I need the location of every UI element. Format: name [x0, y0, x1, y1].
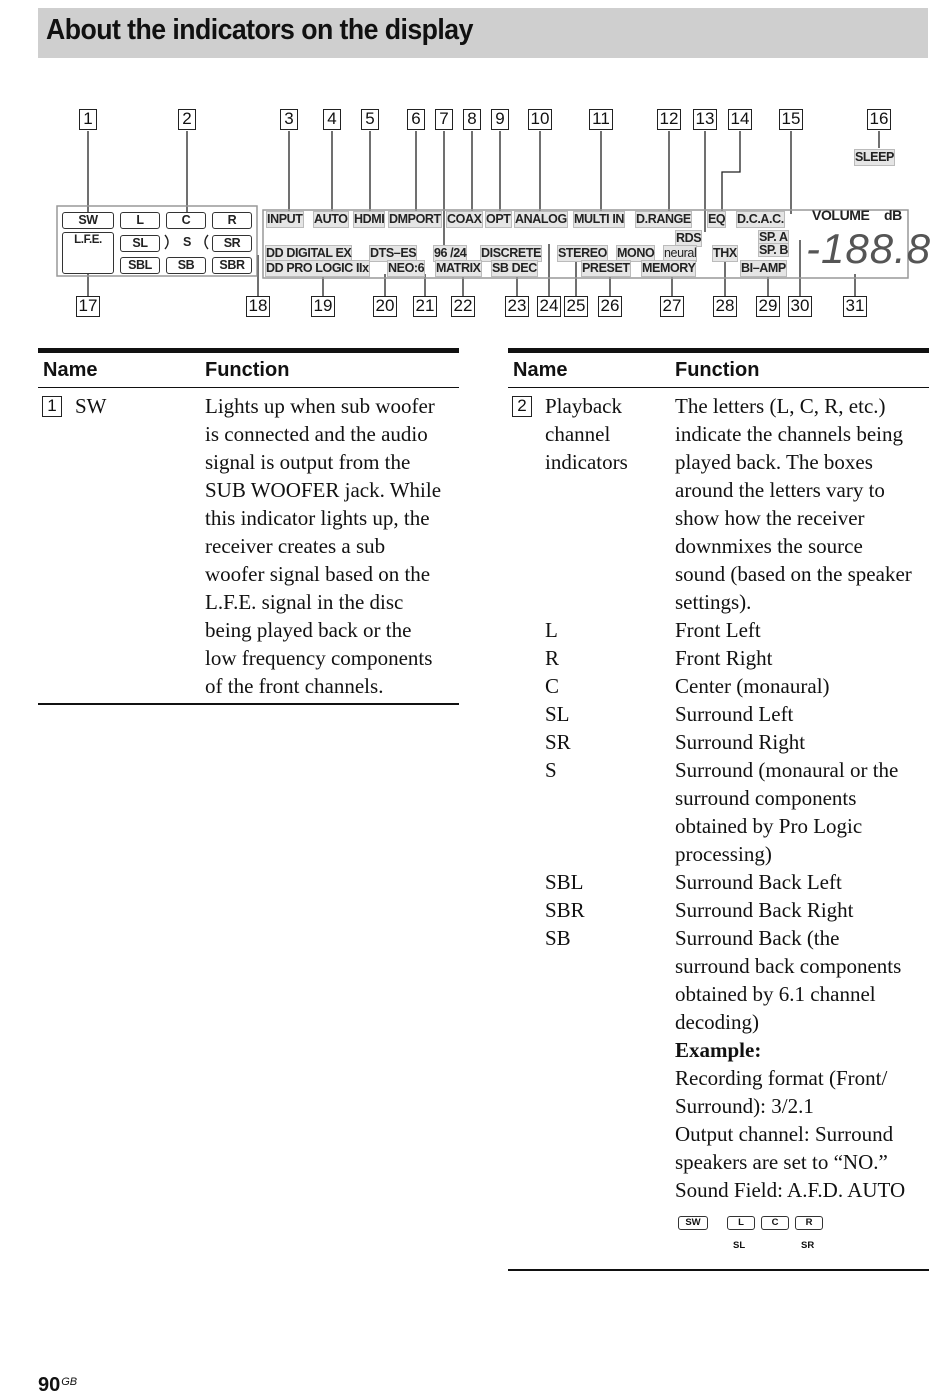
mini-indicator-c: C — [761, 1216, 789, 1230]
mini-indicator-sl: SL — [733, 1240, 746, 1251]
indicator-c: C — [166, 212, 206, 229]
table-header — [38, 353, 459, 388]
function-line: settings). — [675, 590, 752, 614]
indicator-96-24: 96 /24 — [434, 246, 467, 260]
callout-3: 3 — [280, 109, 298, 130]
callout-19: 19 — [311, 296, 335, 317]
table-header — [508, 353, 929, 388]
pro-logic-label: PRO LOGIC IIx — [286, 261, 369, 275]
channel-desc: Surround Right — [675, 730, 806, 754]
indicator-sb: SB — [166, 257, 206, 274]
function-line: this indicator lights up, the — [205, 506, 430, 530]
channel-desc — [675, 756, 898, 868]
indicator-opt: OPT — [486, 212, 511, 226]
indicator-d-range: D.RANGE — [636, 212, 691, 226]
indicator-lfe: L.F.E. — [62, 232, 114, 274]
page-number-value: 90 — [38, 1374, 61, 1396]
example-mini-display — [675, 1216, 835, 1256]
page-title: About the indicators on the display — [46, 14, 473, 46]
callout-23: 23 — [505, 296, 529, 317]
desc-line: surround components — [675, 786, 857, 810]
indicator-coax: COAX — [447, 212, 482, 226]
indicator-db: dB — [884, 207, 902, 223]
indicator-neural: neural — [664, 246, 697, 260]
indicator-rds: RDS — [676, 231, 702, 245]
channel-desc: Front Left — [675, 618, 761, 642]
indicator-sb-dec: SB DEC — [492, 261, 537, 275]
callout-30: 30 — [788, 296, 812, 317]
function-line: The letters (L, C, R, etc.) — [675, 394, 886, 418]
function-line: of the front channels. — [205, 674, 384, 698]
column-header-name: Name — [513, 359, 568, 381]
function-line: Lights up when sub woofer — [205, 394, 435, 418]
function-line: low frequency components — [205, 646, 433, 670]
function-line: downmixes the source — [675, 534, 863, 558]
indicator-thx: THX — [713, 246, 737, 260]
function-line: signal is output from the — [205, 450, 411, 474]
desc-line: Surround Back (the — [675, 926, 840, 950]
callout-9: 9 — [491, 109, 509, 130]
indicator-volume: VOLUME — [812, 207, 870, 223]
callout-14: 14 — [728, 109, 752, 130]
name-line: Playback — [545, 394, 622, 418]
channel-desc: Surround Back Right — [675, 898, 854, 922]
callout-10: 10 — [528, 109, 552, 130]
name-line: channel — [545, 422, 611, 446]
callout-25: 25 — [564, 296, 588, 317]
function-line: is connected and the audio — [205, 422, 428, 446]
callout-26: 26 — [598, 296, 622, 317]
desc-line: obtained by Pro Logic — [675, 814, 863, 838]
channel-name: C — [545, 674, 560, 698]
channel-name: R — [545, 646, 560, 670]
callout-12: 12 — [657, 109, 681, 130]
function-line: being played back or the — [205, 618, 412, 642]
indicator-sleep: SLEEP — [855, 150, 894, 164]
indicator-analog: ANALOG — [515, 212, 567, 226]
function-line: show how the receiver — [675, 506, 865, 530]
indicator-pro-logic — [266, 261, 369, 276]
indicator-sw: SW — [62, 212, 114, 229]
channel-desc: Surround Left — [675, 702, 794, 726]
indicator-sr: SR — [212, 235, 252, 252]
callout-24: 24 — [537, 296, 561, 317]
indicator-r: R — [212, 212, 252, 229]
function-line: SUB WOOFER jack. While — [205, 478, 442, 502]
indicator-l: L — [120, 212, 160, 229]
left-table — [38, 348, 459, 708]
channel-desc: Front Right — [675, 646, 773, 670]
function-line: around the letters vary to — [675, 478, 885, 502]
indicator-multi-in: MULTI IN — [574, 212, 625, 226]
channel-name: SR — [545, 730, 571, 754]
example-block — [675, 1036, 905, 1204]
mini-indicator-r: R — [795, 1216, 823, 1230]
mini-indicator-sr: SR — [801, 1240, 815, 1251]
callout-22: 22 — [451, 296, 475, 317]
callout-8: 8 — [463, 109, 481, 130]
callout-6: 6 — [407, 109, 425, 130]
channel-desc: Surround Back Left — [675, 870, 842, 894]
indicator-sl: SL — [120, 235, 160, 252]
right-table — [508, 348, 929, 1273]
function-line: indicate the channels being — [675, 422, 903, 446]
page-number — [38, 1374, 77, 1397]
digital-ex-label: DIGITAL EX — [286, 246, 352, 260]
example-line: Recording format (Front/ — [675, 1066, 888, 1090]
channel-name: L — [545, 618, 558, 642]
row-function — [205, 392, 457, 700]
indicator-mono: MONO — [617, 246, 655, 260]
row-name: SW — [75, 394, 107, 418]
callout-15: 15 — [779, 109, 803, 130]
indicator-s: S — [183, 235, 191, 249]
indicator-sbr: SBR — [212, 257, 252, 274]
callout-13: 13 — [693, 109, 717, 130]
indicator-memory: MEMORY — [642, 261, 696, 275]
example-line: Output channel: Surround — [675, 1122, 894, 1146]
channel-name: SB — [545, 926, 571, 950]
callout-18: 18 — [246, 296, 270, 317]
indicator-dcac: D.C.A.C. — [737, 212, 784, 226]
table-bottom-rule — [38, 703, 459, 705]
function-line: played back. The boxes — [675, 450, 873, 474]
indicator-display-digits: -188.8 — [806, 225, 932, 272]
channel-desc: Center (monaural) — [675, 674, 830, 698]
desc-line: decoding) — [675, 1010, 759, 1034]
callout-17: 17 — [76, 296, 100, 317]
indicator-auto: AUTO — [314, 212, 348, 226]
indicator-dts-es: DTS–ES — [370, 246, 417, 260]
indicator-discrete: DISCRETE — [481, 246, 542, 260]
desc-line: surround back components — [675, 954, 902, 978]
indicator-dmport: DMPORT — [389, 212, 441, 226]
callout-5: 5 — [361, 109, 379, 130]
callout-29: 29 — [756, 296, 780, 317]
name-line: indicators — [545, 450, 628, 474]
indicator-stereo: STEREO — [558, 246, 607, 260]
example-label: Example: — [675, 1038, 762, 1062]
callout-4: 4 — [323, 109, 341, 130]
indicator-sp-b: SP. B — [759, 243, 789, 257]
column-header-name: Name — [43, 359, 98, 381]
desc-line: Surround (monaural or the — [675, 758, 899, 782]
callout-21: 21 — [413, 296, 437, 317]
callout-1: 1 — [79, 109, 97, 130]
indicator-eq: EQ — [708, 212, 726, 226]
function-line: receiver creates a sub — [205, 534, 386, 558]
row-number: 1 — [42, 396, 62, 417]
indicator-preset: PRESET — [582, 261, 630, 275]
indicator-hdmi: HDMI — [354, 212, 385, 226]
dolby-icon: DD — [266, 246, 284, 260]
callout-31: 31 — [843, 296, 867, 317]
example-line: Sound Field: A.F.D. AUTO — [675, 1178, 906, 1202]
callout-20: 20 — [373, 296, 397, 317]
column-header-function: Function — [205, 359, 290, 381]
function-line: sound (based on the speaker — [675, 562, 912, 586]
callout-7: 7 — [435, 109, 453, 130]
indicator-bi-amp: BI–AMP — [741, 261, 786, 275]
display-diagram — [0, 100, 950, 330]
channel-desc — [675, 924, 901, 1036]
table-bottom-rule — [508, 1269, 929, 1271]
callout-28: 28 — [713, 296, 737, 317]
callout-16: 16 — [867, 109, 891, 130]
example-line: Surround): 3/2.1 — [675, 1094, 814, 1118]
section-title-bar — [38, 8, 928, 58]
indicator-sbl: SBL — [120, 257, 160, 274]
row-function — [675, 392, 929, 616]
channel-name: SBR — [545, 898, 585, 922]
channel-name: SBL — [545, 870, 584, 894]
indicator-matrix: MATRIX — [436, 261, 481, 275]
channel-name: SL — [545, 702, 570, 726]
function-line: L.F.E. signal in the disc — [205, 590, 404, 614]
channel-name: S — [545, 758, 557, 782]
dolby-icon: DD — [266, 261, 284, 275]
mini-indicator-l: L — [727, 1216, 755, 1230]
callout-11: 11 — [589, 109, 613, 130]
row-number: 2 — [512, 396, 532, 417]
indicator-digital-ex — [266, 246, 351, 261]
indicator-sp-a: SP. A — [759, 230, 788, 244]
callout-2: 2 — [178, 109, 196, 130]
column-header-function: Function — [675, 359, 760, 381]
callout-27: 27 — [660, 296, 684, 317]
indicator-input: INPUT — [267, 212, 303, 226]
function-line: woofer signal based on the — [205, 562, 431, 586]
row-name — [545, 392, 628, 476]
page-number-suffix: GB — [61, 1376, 78, 1388]
desc-line: obtained by 6.1 channel — [675, 982, 876, 1006]
mini-indicator-sw: SW — [678, 1216, 708, 1230]
indicator-neo6: NEO:6 — [388, 261, 425, 275]
desc-line: processing) — [675, 842, 772, 866]
example-line: speakers are set to “NO.” — [675, 1150, 888, 1174]
